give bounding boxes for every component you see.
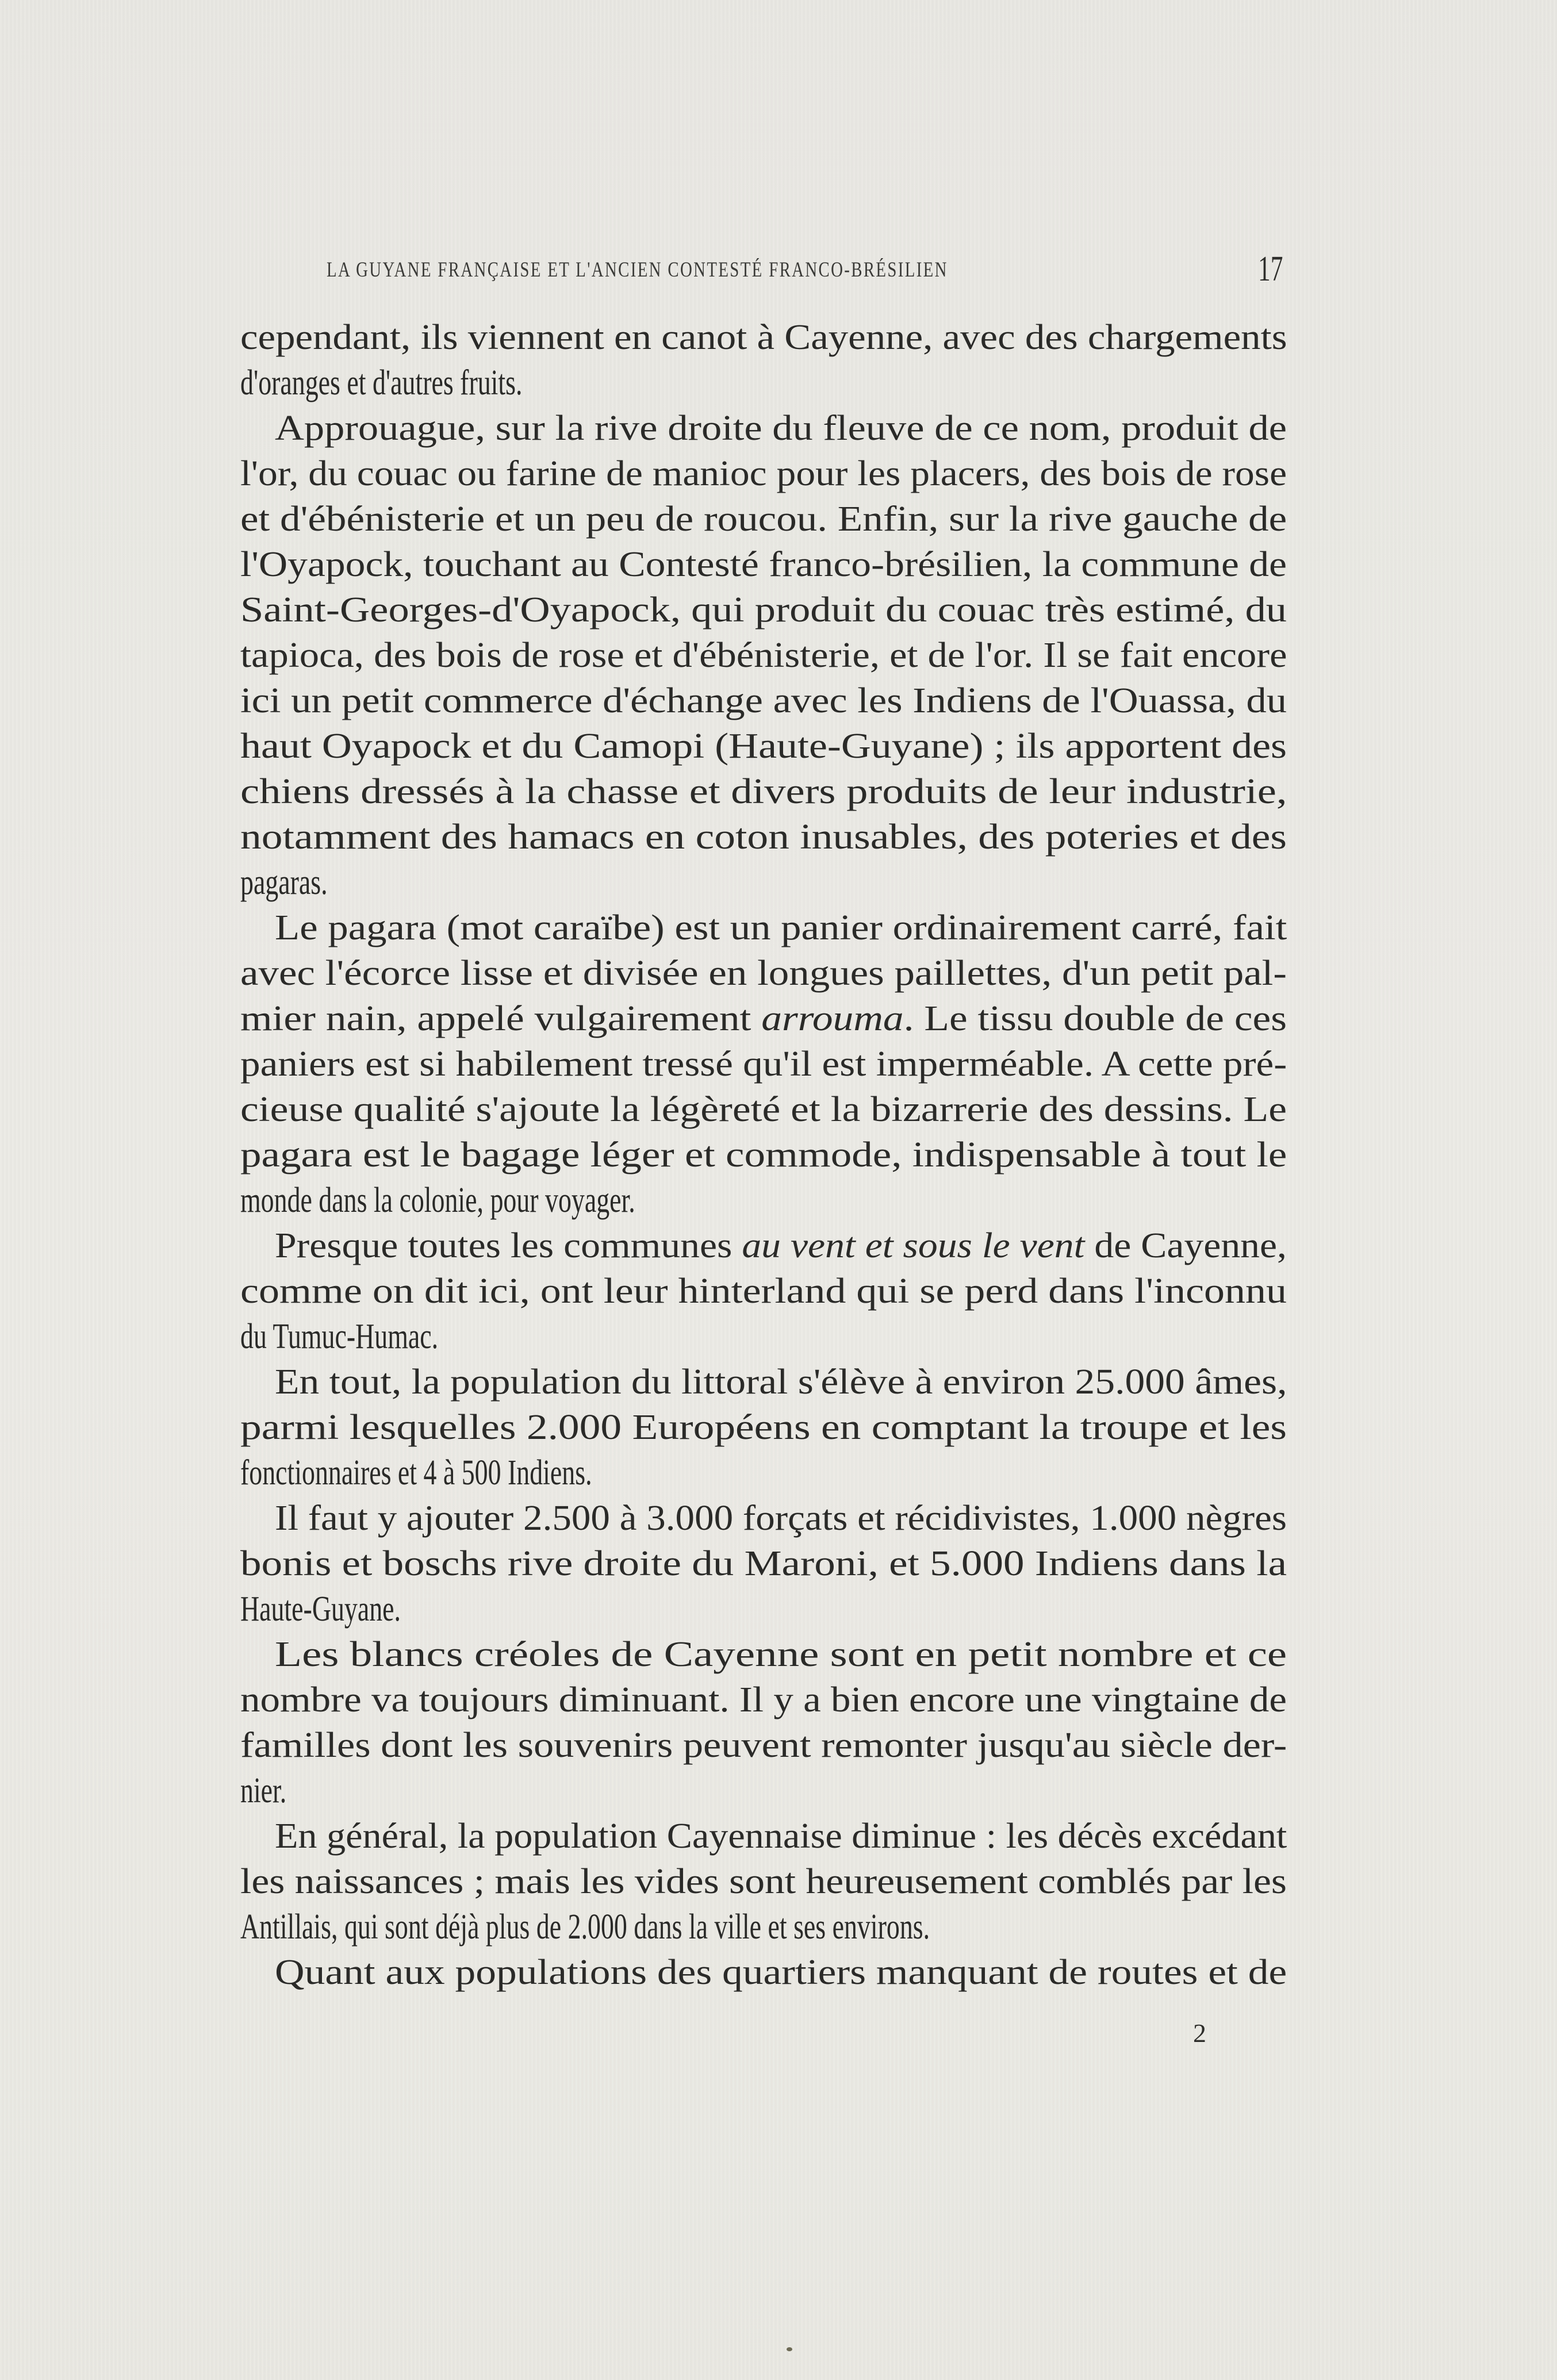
text-run: mier nain, appelé vulgairement (240, 999, 762, 1038)
text-line: monde dans la colonie, pour voyager. (240, 1181, 635, 1220)
text-line: Les blancs créoles de Cayenne sont en petit nombre et ce (274, 1635, 1287, 1674)
signature-mark: 2 (1193, 2018, 1206, 2048)
text-line: cieuse qualité s'ajoute la légèreté et la bizarrerie des dessins. Le (240, 1090, 1287, 1129)
paper-speck (787, 2347, 792, 2351)
text-line: chiens dressés à la chasse et divers produits de leur industrie, (240, 772, 1287, 811)
text-line: Le pagara (mot caraïbe) est un panier ordinairement carré, fait (274, 908, 1287, 947)
text-line: l'or, du couac ou farine de manioc pour les placers, des bois de rose (240, 454, 1287, 493)
text-line: l'Oyapock, touchant au Contesté franco-brésilien, la commune de (240, 545, 1287, 584)
text-run: de Cayenne, (1084, 1226, 1287, 1265)
text-run: Presque toutes les communes (274, 1226, 742, 1265)
text-line: Approuague, sur la rive droite du fleuve de ce nom, produit de (274, 409, 1287, 448)
text-line: pagaras. (240, 863, 328, 902)
text-line: ici un petit commerce d'échange avec les Indiens de l'Ouassa, du (240, 681, 1287, 720)
text-line: du Tumuc-Humac. (240, 1317, 439, 1356)
text-line: En général, la population Cayennaise diminue : les décès excédant (274, 1817, 1287, 1856)
text-run: . Le tissu double de ces (903, 999, 1287, 1038)
text-line: avec l'écorce lisse et divisée en longues paillettes, d'un petit pal- (240, 954, 1287, 993)
text-line: Antillais, qui sont déjà plus de 2.000 dans la ville et ses environs. (240, 1907, 930, 1947)
page-number: 17 (1258, 249, 1283, 289)
text-line: et d'ébénisterie et un peu de roucou. Enfin, sur la rive gauche de (240, 500, 1287, 539)
text-line (240, 1223, 1287, 1269)
body-text (240, 315, 1287, 1995)
italic-term: au vent et sous le vent (742, 1226, 1085, 1265)
text-line: nier. (240, 1771, 287, 1810)
text-line: paniers est si habilement tressé qu'il est imperméable. A cette pré- (240, 1045, 1287, 1084)
text-line: bonis et boschs rive droite du Maroni, et 5.000 Indiens dans la (240, 1544, 1287, 1583)
text-line (240, 996, 1287, 1042)
text-line: Quant aux populations des quartiers manquant de routes et de (274, 1953, 1287, 1992)
text-line: fonctionnaires et 4 à 500 Indiens. (240, 1453, 592, 1492)
text-line: notamment des hamacs en coton inusables, des poteries et des (240, 817, 1287, 857)
text-line: d'oranges et d'autres fruits. (240, 363, 523, 402)
text-line: tapioca, des bois de rose et d'ébénisterie, et de l'or. Il se fait encore (240, 636, 1287, 675)
text-line: les naissances ; mais les vides sont heureusement comblés par les (240, 1862, 1287, 1901)
text-line: parmi lesquelles 2.000 Européens en comptant la troupe et les (240, 1408, 1287, 1447)
running-header-title: LA GUYANE FRANÇAISE ET L'ANCIEN CONTESTÉ FRANCO-BRÉSILIEN (327, 258, 948, 282)
text-line: nombre va toujours diminuant. Il y a bien encore une vingtaine de (240, 1680, 1287, 1719)
text-line: pagara est le bagage léger et commode, indispensable à tout le (240, 1135, 1287, 1174)
text-line: cependant, ils viennent en canot à Cayenne, avec des chargements (240, 318, 1287, 357)
text-line: Haute-Guyane. (240, 1590, 401, 1629)
italic-term: arrouma (761, 999, 904, 1038)
text-line: familles dont les souvenirs peuvent remonter jusqu'au siècle der- (240, 1726, 1287, 1765)
text-line: comme on dit ici, ont leur hinterland qui se perd dans l'inconnu (240, 1272, 1287, 1311)
text-line: Saint-Georges-d'Oyapock, qui produit du couac très estimé, du (240, 590, 1287, 629)
text-line: Il faut y ajouter 2.500 à 3.000 forçats et récidivistes, 1.000 nègres (274, 1499, 1287, 1538)
text-line: haut Oyapock et du Camopi (Haute-Guyane) ; ils apportent des (240, 727, 1287, 766)
text-line: En tout, la population du littoral s'élève à environ 25.000 âmes, (274, 1362, 1287, 1402)
